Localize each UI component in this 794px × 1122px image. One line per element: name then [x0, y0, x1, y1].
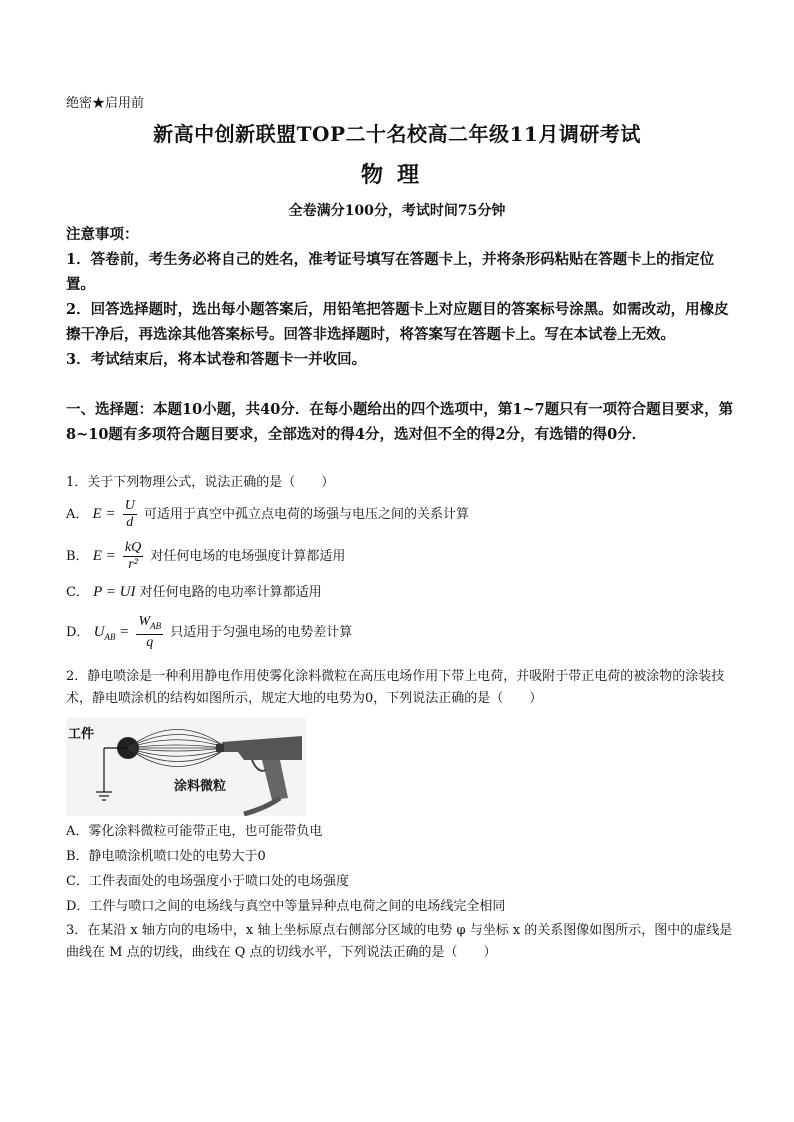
question-2-stem: 2．静电喷涂是一种利用静电作用使雾化涂料微粒在高压电场作用下带上电荷，并吸附于带正电荷的被涂物的涂装技术，静电喷涂机的结构如图所示，规定大地的电势为0，下列说法正确的是（ ） [66, 669, 725, 706]
section-1-instructions: 一、选择题：本题10小题，共40分．在每小题给出的四个选项中，第1~7题只有一项符合题目要求，第8~10题有多项符合题目要求，全部选对的得4分，选对但不全的得2分，有选错的得0分． [66, 401, 734, 443]
option-label: A． [66, 507, 89, 522]
spray-nozzle [216, 744, 224, 752]
subject-title: 物理 [360, 162, 433, 188]
numerator: kQ [124, 540, 142, 555]
label-coating-particles: 涂料微粒 [174, 779, 227, 794]
q2-option-c: C．工件表面处的电场强度小于喷口处的电场强度 [66, 874, 349, 889]
notice-heading: 注意事项： [66, 226, 139, 243]
option-text: 对任何电路的电功率计算都适用 [139, 585, 322, 600]
spray-gun-figure [66, 718, 306, 816]
fraction [123, 540, 143, 573]
question-1-stem: 1．关于下列物理公式，说法正确的是（ ） [66, 475, 335, 490]
q1-option-d [66, 614, 736, 651]
equals-sign: = [115, 623, 130, 640]
formula-lhs: E = [92, 548, 116, 564]
lhs-symbol: U [93, 623, 105, 640]
option-label: C． [66, 585, 89, 600]
formula-lhs: E = [92, 506, 116, 522]
lhs-subscript: AB [104, 631, 116, 642]
formula-lhs [94, 624, 130, 640]
label-workpiece: 工件 [68, 727, 95, 742]
question-3-stem: 3．在某沿 x 轴方向的电场中，x 轴上坐标原点右侧部分区域的电势 φ 与坐标 x 的关系图像如图所示，图中的虚线是曲线在 M 点的切线，曲线在 Q 点的切线水平，下列说法正确的是（ ） [66, 923, 733, 960]
secret-label: 绝密★启用前 [66, 96, 145, 111]
notice-item-1: 1．答卷前，考生务必将自己的姓名，准考证号填写在答题卡上，并将条形码粘贴在答题卡上的指定位置。 [66, 251, 715, 293]
denominator: d [126, 515, 134, 530]
formula: P = UI [93, 584, 136, 600]
option-text: 对任何电场的电场强度计算都适用 [150, 549, 346, 564]
denominator: r² [128, 557, 138, 572]
q1-option-a [66, 498, 736, 531]
num-subscript: AB [150, 620, 162, 631]
fraction [123, 498, 137, 531]
score-time-info: 全卷满分100分，考试时间75分钟 [288, 203, 506, 219]
num-symbol: W [138, 614, 151, 629]
numerator [136, 614, 163, 635]
option-text: 可适用于真空中孤立点电荷的场强与电压之间的关系计算 [143, 507, 469, 522]
denominator: q [146, 634, 154, 650]
exam-title: 新高中创新联盟TOP二十名校高二年级11月调研考试 [153, 122, 641, 146]
notice-item-3: 3．考试结束后，将本试卷和答题卡一并收回。 [66, 351, 367, 368]
q1-option-b [66, 540, 736, 573]
notice-block [66, 222, 736, 372]
q1-option-c [66, 582, 736, 603]
option-label: D． [66, 624, 90, 640]
q2-option-d: D．工件与喷口之间的电场线与真空中等量异种点电荷之间的电场线完全相同 [66, 899, 506, 914]
option-label: B． [66, 549, 89, 564]
option-text: 只适用于匀强电场的电势差计算 [170, 624, 353, 640]
fraction [136, 614, 163, 651]
numerator: U [124, 498, 135, 513]
q2-option-b: B．静电喷涂机喷口处的电势大于0 [66, 849, 266, 864]
q2-option-a: A．雾化涂料微粒可能带正电，也可能带负电 [66, 824, 323, 839]
notice-item-2: 2．回答选择题时，选出每小题答案后，用铅笔把答题卡上对应题目的答案标号涂黑。如需改动，用橡皮擦干净后，再选涂其他答案标号。回答非选择题时，将答案写在答题卡上。写在本试卷上无效。 [66, 301, 729, 343]
